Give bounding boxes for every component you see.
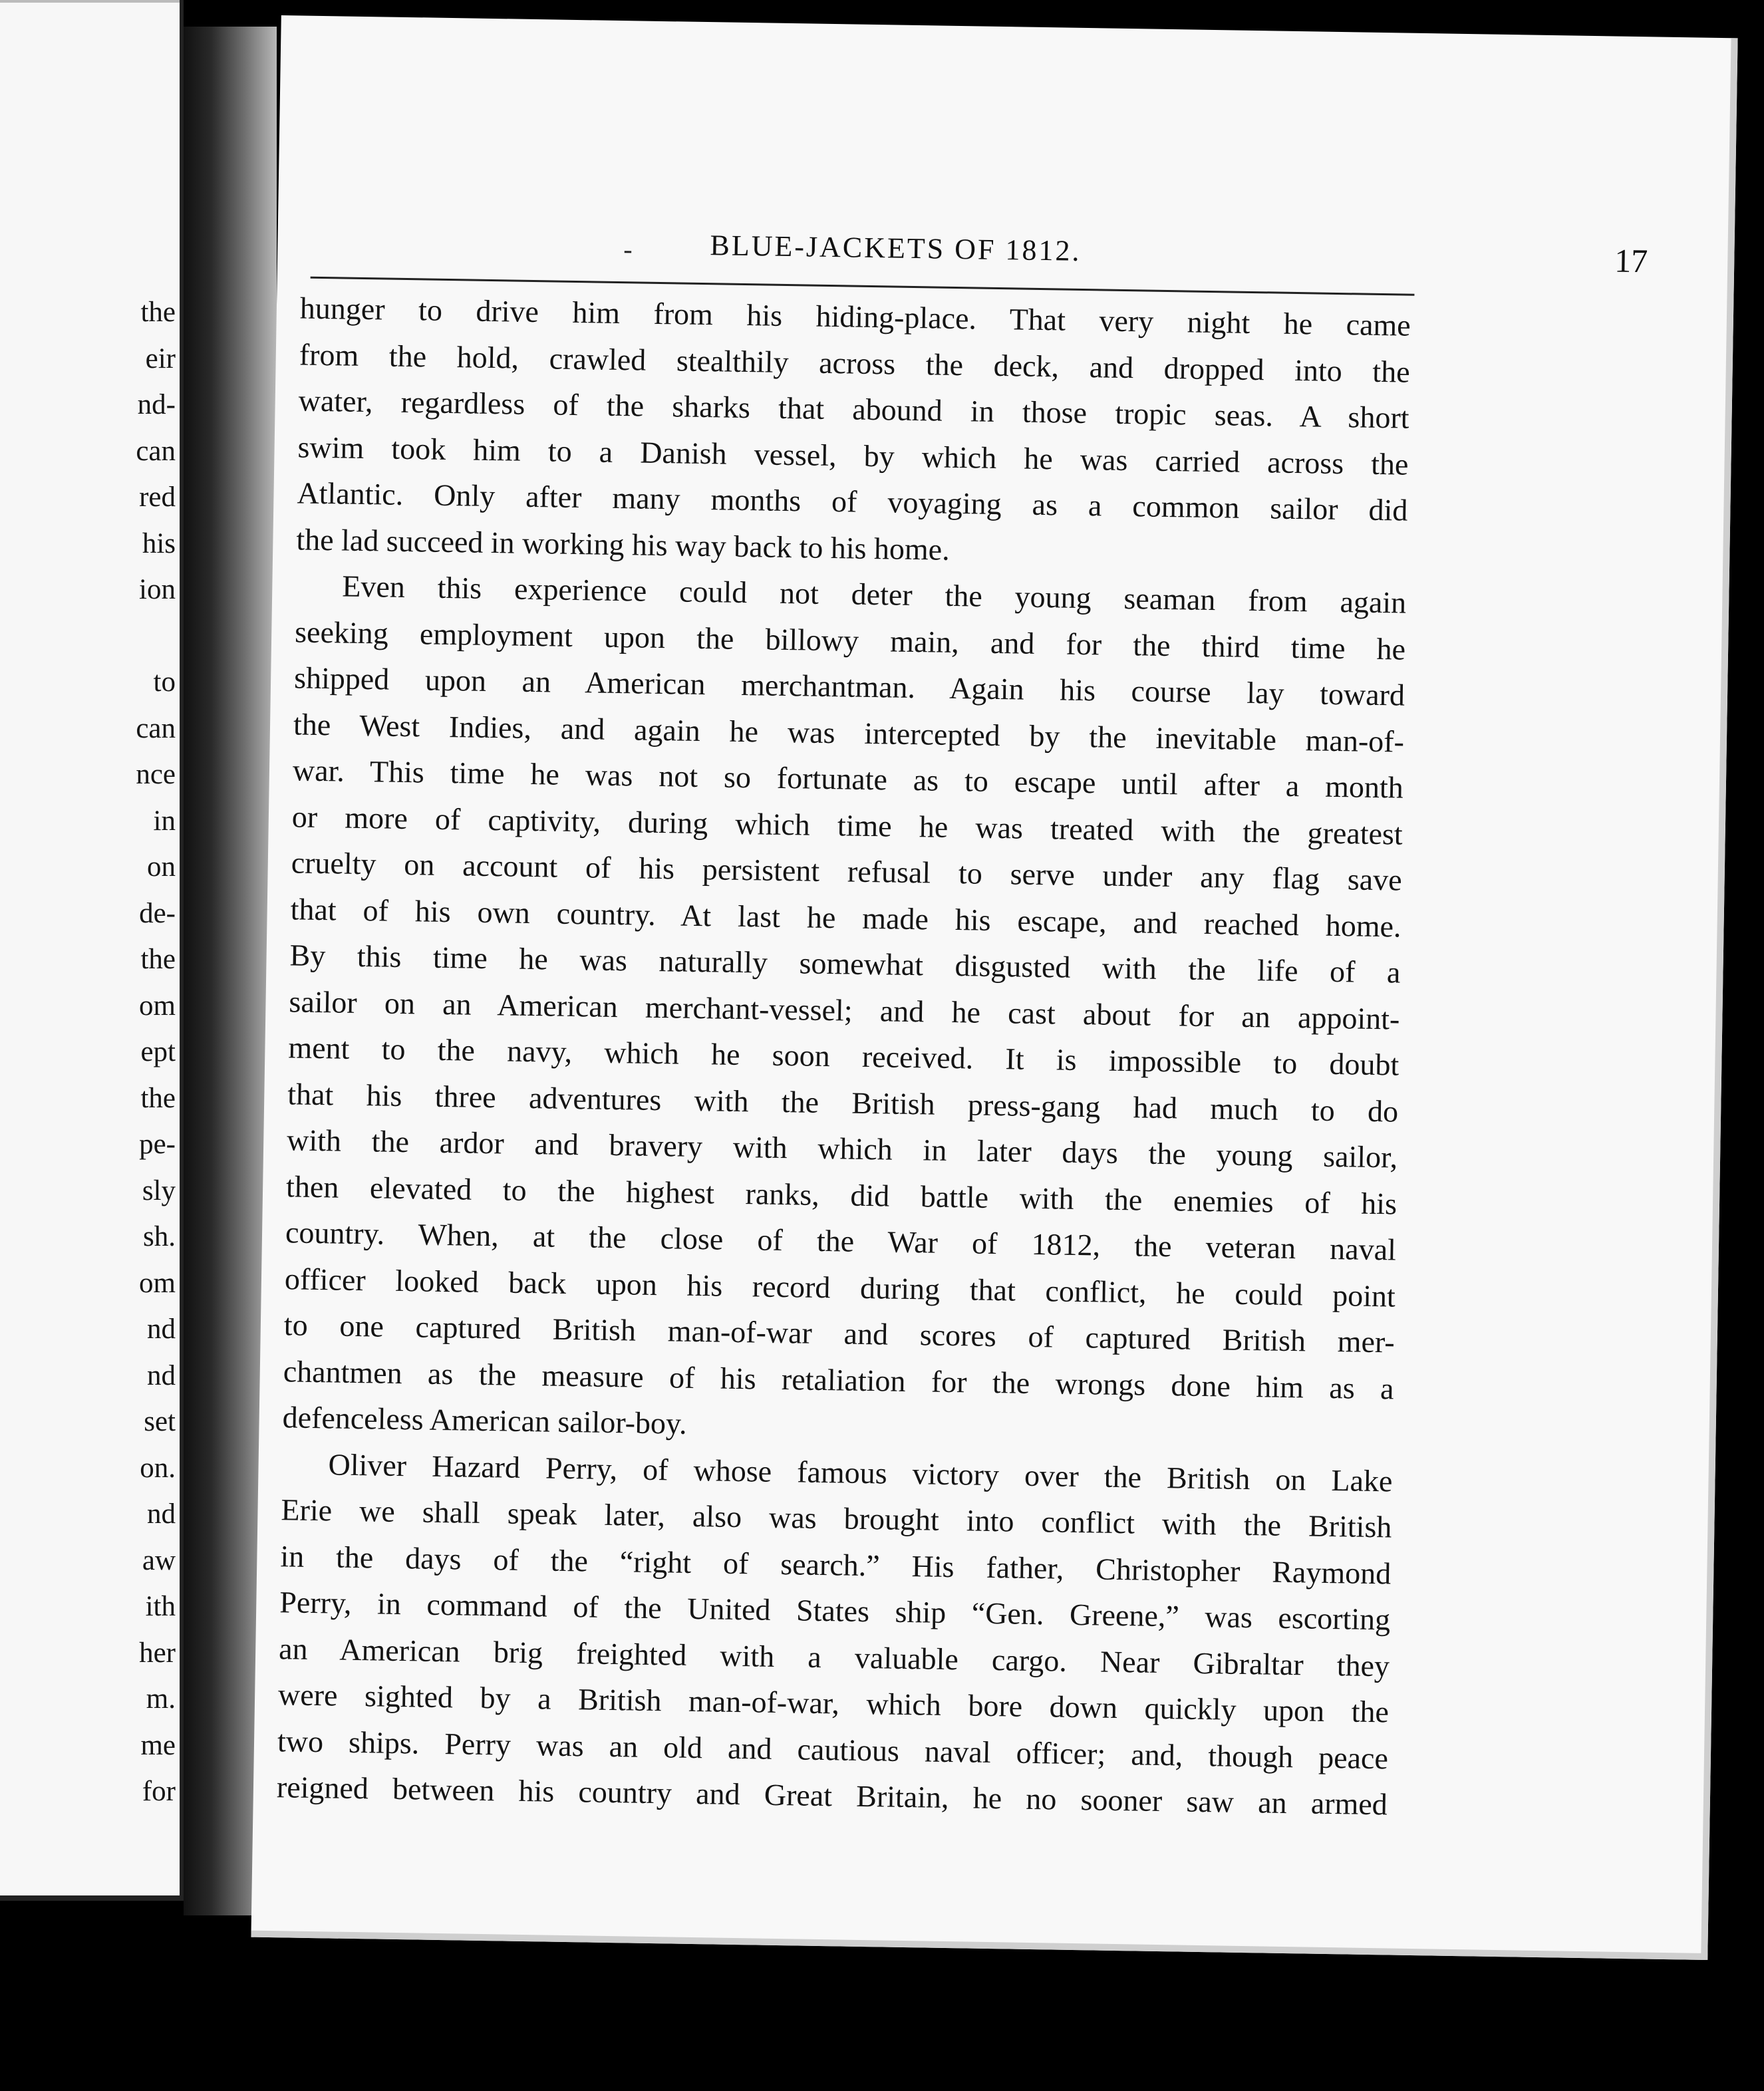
previous-page-line: nce xyxy=(136,759,176,790)
previous-page-line: aw xyxy=(142,1544,176,1576)
text-line: ment to the navy, which he soon received. It is impossible to doubt xyxy=(288,1030,1399,1082)
previous-page-line: m. xyxy=(146,1683,176,1715)
previous-page-line: on xyxy=(147,851,176,883)
text-line: the West Indies, and again he was intercepted by the inevitable man-of- xyxy=(293,706,1405,759)
text-line: the lad succeed in working his way back to his home. xyxy=(296,521,951,567)
previous-page-line xyxy=(136,613,176,660)
header-dash: - xyxy=(623,234,633,265)
text-line: hunger to drive him from his hiding-place. That very night he came xyxy=(299,291,1411,343)
previous-page-line: sh. xyxy=(143,1221,176,1252)
text-line: Erie we shall speak later, also was brought into conflict with the British xyxy=(281,1492,1392,1544)
previous-page-line: can xyxy=(136,435,176,467)
previous-page-line: red xyxy=(139,482,176,513)
text-line: Perry, in command of the United States ship “Gen. Greene,” was escorting xyxy=(279,1585,1391,1637)
text-line: two ships. Perry was an old and cautious naval officer; and, though peace xyxy=(277,1723,1389,1775)
previous-page-line: me xyxy=(140,1729,176,1761)
text-line: cruelty on account of his persistent refusal to serve under any flag save xyxy=(291,845,1403,897)
text-line: seeking employment upon the billowy main, and for the third time he xyxy=(294,614,1406,666)
previous-page-line: the xyxy=(140,944,176,975)
text-line: an American brig freighted with a valuable cargo. Near Gibraltar they xyxy=(278,1631,1390,1683)
text-line: war. This time he was not so fortunate as to escape until after a month xyxy=(292,753,1404,805)
text-line: officer looked back upon his record during that conflict, he could point xyxy=(284,1261,1396,1314)
text-line: shipped upon an American merchantman. Again his course lay toward xyxy=(293,660,1405,712)
paragraph-3 xyxy=(276,1441,1393,1828)
previous-page-line: set xyxy=(144,1406,176,1437)
previous-page-line: her xyxy=(139,1637,176,1669)
previous-page-text xyxy=(136,289,176,1815)
book-page xyxy=(251,15,1737,1960)
page-number: 17 xyxy=(1614,241,1648,280)
previous-page-line: eir xyxy=(145,343,176,374)
text-line: were sighted by a British man-of-war, which bore down quickly upon the xyxy=(277,1677,1390,1729)
paragraph-1 xyxy=(296,285,1411,579)
text-line: defenceless American sailor-boy. xyxy=(282,1400,687,1441)
text-line: or more of captivity, during which time he was treated with the greatest xyxy=(291,799,1403,851)
running-title: BLUE-JACKETS OF 1812. xyxy=(710,229,1082,267)
previous-page-line: om xyxy=(139,990,176,1022)
text-line: in the days of the “right of search.” His father, Christopher Raymond xyxy=(280,1538,1392,1590)
text-line: Atlantic. Only after many months of voyaging as a common sailor did xyxy=(297,476,1408,527)
previous-page-line: for xyxy=(142,1776,176,1807)
paragraph-2 xyxy=(282,562,1407,1458)
text-line: reigned between his country and Great Britain, he no sooner saw an armed xyxy=(276,1770,1388,1822)
text-line: country. When, at the close of the War of 1812, the veteran naval xyxy=(285,1215,1397,1267)
body-text xyxy=(276,285,1411,1827)
page-edge-line xyxy=(0,0,180,3)
text-line: Oliver Hazard Perry, of whose famous victory over the British on Lake xyxy=(328,1447,1393,1498)
previous-page-line: sly xyxy=(142,1175,176,1206)
text-line: swim took him to a Danish vessel, by which he was carried across the xyxy=(297,429,1409,482)
text-line: from the hold, crawled stealthily across the deck, and dropped into the xyxy=(299,337,1411,389)
text-line: that his three adventures with the British press-gang had much to do xyxy=(287,1076,1399,1129)
previous-page-line: to xyxy=(153,666,176,698)
previous-page-line: nd xyxy=(147,1498,176,1530)
previous-page-line: nd xyxy=(147,1359,176,1391)
text-line: sailor on an American merchant-vessel; and he cast about for an appoint- xyxy=(289,984,1400,1036)
running-head xyxy=(317,209,1662,290)
text-line: with the ardor and bravery with which in later days the young sailor, xyxy=(286,1123,1398,1175)
previous-page-line: pe- xyxy=(139,1129,176,1160)
previous-page-line: nd xyxy=(147,1314,176,1345)
previous-page-line: on. xyxy=(140,1452,176,1484)
previous-page-line: his xyxy=(142,527,176,559)
previous-page-line: de- xyxy=(139,897,176,929)
text-line: to one captured British man-of-war and scores of captured British mer- xyxy=(283,1308,1396,1359)
previous-page-line: in xyxy=(153,805,176,837)
previous-page-line: the xyxy=(140,297,176,328)
previous-page-line: the xyxy=(140,1082,176,1114)
previous-page-line: ith xyxy=(145,1591,176,1622)
previous-page-line: can xyxy=(136,712,176,744)
text-line: By this time he was naturally somewhat disgusted with the life of a xyxy=(289,938,1401,990)
previous-page-line: nd- xyxy=(137,389,176,420)
text-line: chantmen as the measure of his retaliation for the wrongs done him as a xyxy=(283,1353,1395,1406)
previous-page-line: ion xyxy=(139,574,176,605)
previous-page-edge xyxy=(0,0,184,1901)
text-line: that of his own country. At last he made his escape, and reached home. xyxy=(290,891,1401,944)
previous-page-line: ept xyxy=(140,1036,176,1067)
text-line: water, regardless of the sharks that abound in those tropic seas. A short xyxy=(298,383,1409,435)
previous-page-line: om xyxy=(139,1267,176,1299)
text-line: then elevated to the highest ranks, did battle with the enemies of his xyxy=(285,1169,1397,1221)
text-line: Even this experience could not deter the young seaman from again xyxy=(341,569,1407,620)
